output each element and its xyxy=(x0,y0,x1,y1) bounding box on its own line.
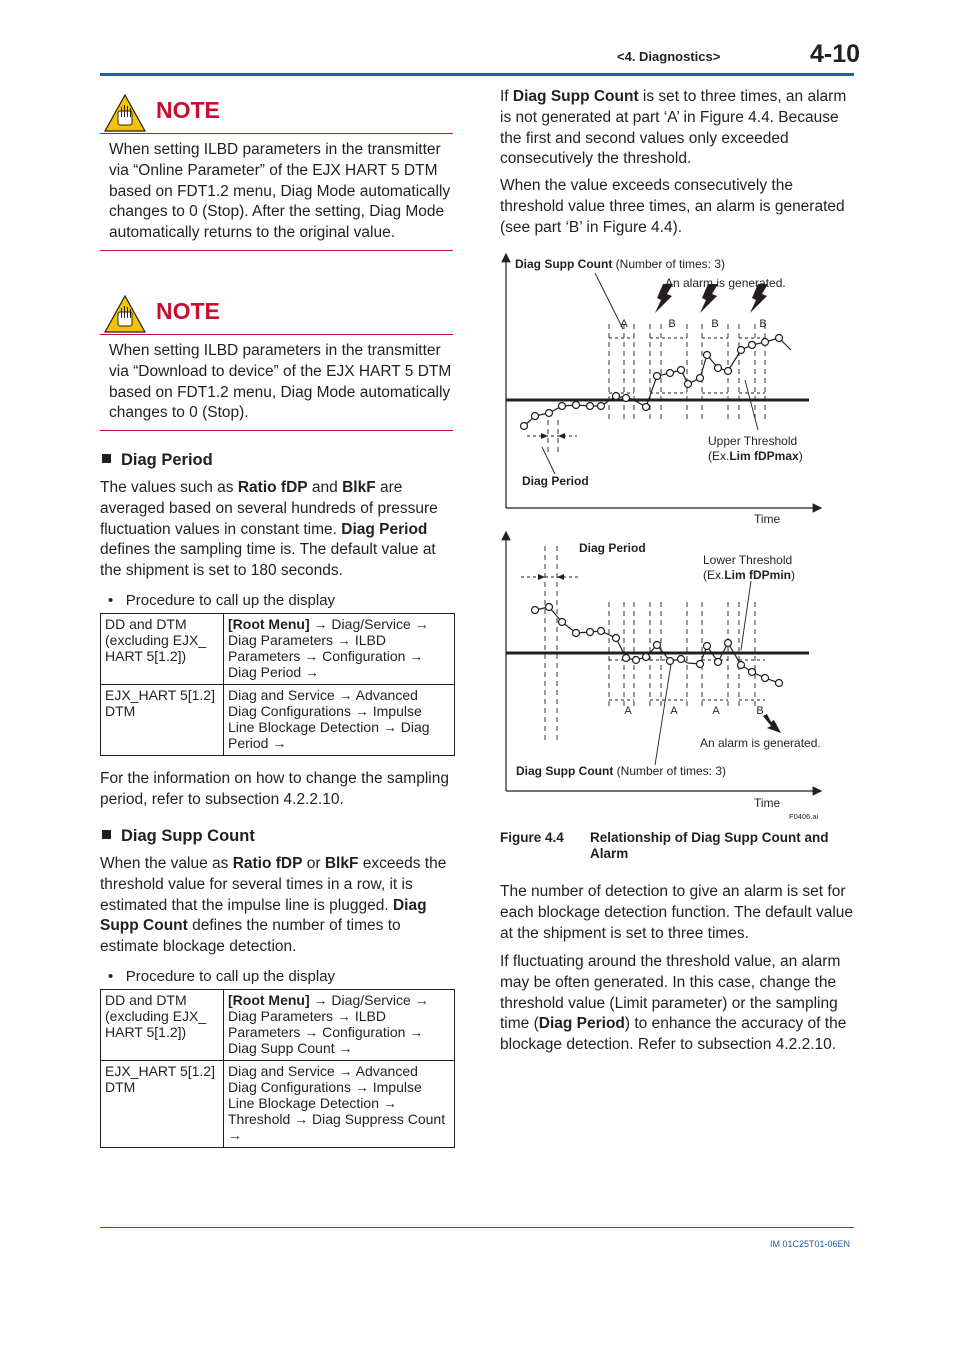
header-rule xyxy=(100,73,854,76)
figure-caption-number: Figure 4.4 xyxy=(500,830,564,845)
table-cell: DD and DTM (excluding EJX_ HART 5[1.2]) xyxy=(101,614,224,685)
upper-threshold-label: Upper Threshold xyxy=(708,434,798,448)
right-paragraph-2: When the value exceeds consecutively the threshold value three times, an alarm is generated (see part ‘B’ in Figure 4.4). xyxy=(500,177,845,236)
note-title: NOTE xyxy=(156,298,220,324)
document-id: IM 01C25T01-06EN xyxy=(770,1239,851,1249)
table-row xyxy=(101,990,455,1061)
note-text: When setting ILBD parameters in the transmitter via “Download to device” of the EJX HART 5 DTM based on FDT1.2 menu, Diag Mode automatically changes to 0 (Stop). xyxy=(100,335,453,431)
top-data-line xyxy=(524,338,791,426)
warning-hand-icon xyxy=(103,93,147,133)
table-cell: EJX_HART 5[1.2] DTM xyxy=(101,685,224,756)
square-bullet-icon xyxy=(102,454,111,463)
time-label: Time xyxy=(754,512,781,526)
right-paragraph-1: If Diag Supp Count is set to three times, an alarm is not generated at part ‘A’ in Figure 4.4. Because the first and second values only exceeded consecutively the threshold. xyxy=(500,88,847,168)
table-cell: DD and DTM (excluding EJX_ HART 5[1.2]) xyxy=(101,990,224,1061)
note-text: When setting ILBD parameters in the transmitter via “Online Parameter” of the EJX HART 5 DTM based on FDT1.2 menu, Diag Mode automatically changes to 0 (Stop). After the setting, Diag Mode automatically returns to the original value. xyxy=(100,134,453,251)
table-cell: Diag and Service → Advanced Diag Configurations → Impulse Line Blockage Detection → Threshold → Diag Suppress Count → xyxy=(224,1061,455,1148)
note-box-2 xyxy=(100,294,453,431)
page-number: 4-10 xyxy=(810,40,861,68)
mark-label: A xyxy=(712,705,720,717)
lower-threshold-param: (Ex.Lim fDPmin) xyxy=(703,568,796,582)
table-row xyxy=(101,685,455,756)
figure-4-4 xyxy=(495,240,835,830)
table-cell: Diag and Service → Advanced Diag Configurations → Impulse Line Blockage Detection → Diag Period → xyxy=(224,685,455,756)
diag-period-label: Diag Period xyxy=(579,541,646,555)
note-box-1 xyxy=(100,93,453,251)
upper-threshold-chart xyxy=(506,254,821,526)
mark-label: B xyxy=(759,318,767,330)
mark-label: B xyxy=(756,705,764,717)
square-bullet-icon xyxy=(102,830,111,839)
section-heading-diag-supp-count: Diag Supp Count xyxy=(100,827,255,846)
footer-rule xyxy=(100,1227,854,1228)
mark-label: A xyxy=(620,318,628,330)
diag-supp-count-paragraph: When the value as Ratio fDP or BlkF exceeds the threshold value for several times in a row, it is estimated that the impulse line is plugged. Diag Supp Count defines the number of times to estimate blockage detection. xyxy=(100,855,447,956)
note-title: NOTE xyxy=(156,97,220,123)
mark-label: A xyxy=(624,705,632,717)
supp-count-label: Diag Supp Count (Number of times: 3) xyxy=(515,257,726,271)
warning-hand-icon xyxy=(103,294,147,334)
diag-period-paragraph: The values such as Ratio fDP and BlkF are averaged based on several hundreds of pressure fluctuation values in constant time. Diag Period defines the sampling time is. The default value at the shipment is set to 180 seconds. xyxy=(100,479,438,580)
table-row xyxy=(101,1061,455,1148)
procedure-bullet: • Procedure to call up the display xyxy=(108,592,336,609)
lower-threshold-chart xyxy=(506,532,821,821)
table-row xyxy=(101,614,455,685)
right-paragraph-3: The number of detection to give an alarm is set for each blockage detection function. The default value at the shipment is set to three times. xyxy=(500,883,854,942)
supp-count-label: Diag Supp Count (Number of times: 3) xyxy=(516,764,727,778)
diag-period-label: Diag Period xyxy=(522,474,589,488)
period-gridlines xyxy=(548,324,765,452)
figure-file-id: F0406.ai xyxy=(789,812,819,821)
mark-label: B xyxy=(711,318,719,330)
mark-label: A xyxy=(670,705,678,717)
header-section: <4. Diagnostics> xyxy=(617,49,721,64)
diag-period-procedure-table xyxy=(100,613,455,756)
right-paragraph-4: If fluctuating around the threshold value, an alarm may be often generated. In this case, change the threshold value (Limit parameter) or the sampling time (Diag Period) to enhance the accuracy of the blockage detection. Refer to subsection 4.2.2.10. xyxy=(500,953,847,1054)
time-label: Time xyxy=(754,796,781,810)
figure-caption-text: Relationship of Diag Supp Count and Alarm xyxy=(590,830,829,861)
procedure-bullet: • Procedure to call up the display xyxy=(108,968,336,985)
alarm-arrow-icon xyxy=(763,714,781,733)
table-cell: EJX_HART 5[1.2] DTM xyxy=(101,1061,224,1148)
bottom-data-points xyxy=(532,604,783,687)
sampling-period-paragraph: For the information on how to change the sampling period, refer to subsection 4.2.2.10. xyxy=(100,770,449,808)
upper-threshold-param: (Ex.Lim fDPmax) xyxy=(708,449,803,463)
alarm-label: An alarm is generated. xyxy=(700,736,821,750)
lower-threshold-label: Lower Threshold xyxy=(703,553,793,567)
diag-supp-count-procedure-table xyxy=(100,989,455,1148)
mark-label: B xyxy=(668,318,676,330)
top-data-points xyxy=(521,335,783,430)
alarm-label: An alarm is generated. xyxy=(665,276,786,290)
table-cell: [Root Menu] → Diag/Service → Diag Parameters → ILBD Parameters → Configuration → Diag Supp Count → xyxy=(224,990,455,1061)
table-cell: [Root Menu] → Diag/Service → Diag Parameters → ILBD Parameters → Configuration → Diag Period → xyxy=(224,614,455,685)
section-heading-diag-period: Diag Period xyxy=(100,451,213,470)
